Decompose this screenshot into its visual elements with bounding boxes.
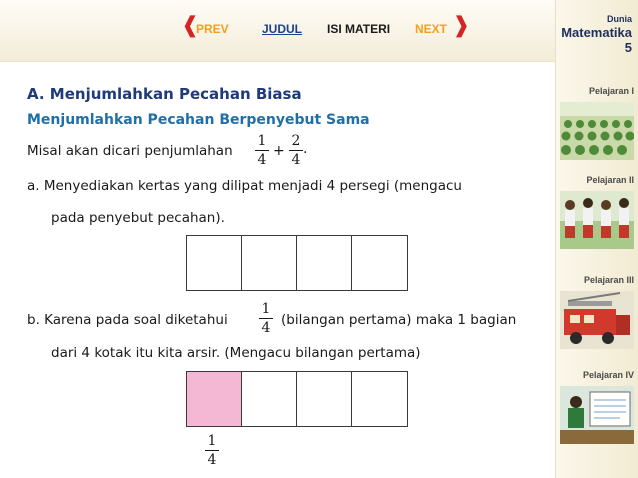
prev-arrow-icon[interactable]: ❰ xyxy=(181,13,200,38)
isi-materi-link[interactable]: ISI MATERI xyxy=(327,22,391,36)
fraction-bar xyxy=(259,318,273,319)
grid-cell xyxy=(187,236,242,290)
brand-title: Matematika 5 xyxy=(561,25,632,55)
sidebar-item-pelajaran-2[interactable] xyxy=(560,175,634,249)
sidebar-item-label: Pelajaran II xyxy=(586,175,634,185)
paper-grid-empty xyxy=(186,235,408,291)
result-fraction xyxy=(204,434,220,468)
children-group-thumbnail xyxy=(560,191,634,249)
fraction-1 xyxy=(254,134,270,168)
next-button[interactable]: NEXT xyxy=(415,22,448,36)
brand-subtitle: Dunia xyxy=(606,14,632,24)
lesson-content xyxy=(0,62,555,478)
intro-text: Misal akan dicari penjumlahan xyxy=(27,143,233,159)
step-a-text-continued: pada penyebut pecahan). xyxy=(51,210,225,226)
grid-cell xyxy=(352,236,407,290)
fraction-bar xyxy=(205,450,219,451)
grid-cell xyxy=(297,236,352,290)
fraction-numerator: 1 xyxy=(261,301,271,317)
fraction-2 xyxy=(288,134,304,168)
fraction-numerator: 1 xyxy=(207,433,217,449)
sidebar-item-pelajaran-3[interactable] xyxy=(560,275,634,349)
paper-grid-shaded xyxy=(186,371,408,427)
section-title: A. Menjumlahkan Pecahan Biasa xyxy=(27,85,302,103)
plus-sign: + xyxy=(273,143,285,159)
fraction-denominator: 4 xyxy=(257,152,267,168)
brand-logo xyxy=(560,14,632,55)
sidebar-item-pelajaran-4[interactable] xyxy=(560,370,634,444)
student-writing-thumbnail xyxy=(560,386,634,444)
fraction-denominator: 4 xyxy=(207,452,217,468)
fraction-numerator: 1 xyxy=(257,133,267,149)
grid-cell xyxy=(297,372,352,426)
grid-cell xyxy=(242,372,297,426)
fraction-denominator: 4 xyxy=(261,320,271,336)
farm-field-thumbnail xyxy=(560,102,634,160)
grid-cell xyxy=(242,236,297,290)
sidebar-item-label: Pelajaran IV xyxy=(582,370,634,380)
step-b-text-continued: dari 4 kotak itu kita arsir. (Mengacu bilangan pertama) xyxy=(51,345,421,361)
step-a-text: a. Menyediakan kertas yang dilipat menjadi 4 persegi (mengacu xyxy=(27,178,462,194)
next-arrow-icon[interactable]: ❱ xyxy=(452,13,471,38)
judul-link[interactable]: JUDUL xyxy=(262,22,303,36)
grid-cell-shaded xyxy=(187,372,242,426)
period: . xyxy=(303,141,308,157)
grid-cell xyxy=(352,372,407,426)
step-b-text-suffix: (bilangan pertama) maka 1 bagian xyxy=(281,312,517,328)
prev-button[interactable]: PREV xyxy=(196,22,229,36)
fraction-bar xyxy=(289,150,303,151)
top-nav-bar xyxy=(0,0,555,62)
fire-truck-thumbnail xyxy=(560,291,634,349)
fraction-step-b xyxy=(258,302,274,336)
step-b-text: b. Karena pada soal diketahui xyxy=(27,312,228,328)
fraction-bar xyxy=(255,150,269,151)
sidebar-item-label: Pelajaran I xyxy=(588,86,634,96)
fraction-denominator: 4 xyxy=(291,152,301,168)
sidebar-item-label: Pelajaran III xyxy=(583,275,634,285)
fraction-numerator: 2 xyxy=(291,133,301,149)
sub-title: Menjumlahkan Pecahan Berpenyebut Sama xyxy=(27,112,370,128)
sidebar-item-pelajaran-1[interactable] xyxy=(560,86,634,160)
